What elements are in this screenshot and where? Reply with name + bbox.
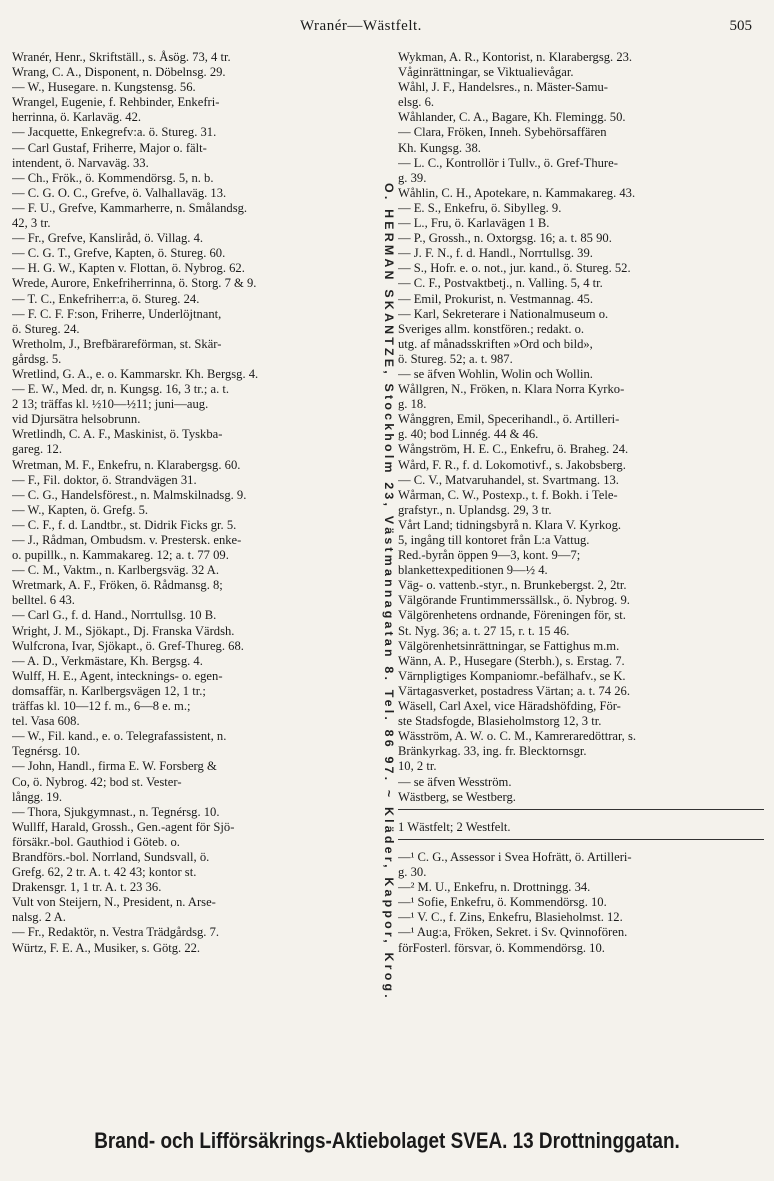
directory-entry: ste Stadsfogde, Blasieholmstorg 12, 3 tr. xyxy=(398,714,602,729)
directory-entry: Wretlindh, C. A. F., Maskinist, ö. Tyskba- xyxy=(12,427,223,442)
directory-entry: 1 Wästfelt; 2 Westfelt. xyxy=(398,819,511,834)
directory-entry: Tegnérsg. 10. xyxy=(12,744,81,759)
directory-entry: belltel. 6 43. xyxy=(12,593,75,608)
directory-entry: Wykman, A. R., Kontorist, n. Klarabergsg. 23. xyxy=(398,50,633,64)
directory-entry: — C. G. T., Grefve, Kapten, ö. Stureg. 60. xyxy=(12,246,226,261)
directory-entry: 2 13; träffas kl. ½10—½11; juni—aug. xyxy=(12,397,209,412)
directory-entry: — J. F. N., f. d. Handl., Norrtullsg. 39. xyxy=(398,246,593,261)
directory-entry xyxy=(398,805,764,820)
directory-entry: Co, ö. Nybrog. 42; bod st. Vester- xyxy=(12,774,182,789)
page-header xyxy=(0,18,774,40)
directory-entry: — se äfven Wesström. xyxy=(398,774,512,789)
directory-entry: Wrang, C. A., Disponent, n. Döbelnsg. 29. xyxy=(12,65,226,80)
directory-entry: långg. 19. xyxy=(12,789,63,804)
directory-entry: grafstyr., n. Uplandsg. 29, 3 tr. xyxy=(398,502,552,517)
directory-entry: — Fr., Grefve, Kansliråd, ö. Villag. 4. xyxy=(12,231,204,246)
directory-entry: — L., Fru, ö. Karlavägen 1 B. xyxy=(398,216,550,231)
directory-entry: Värtagasverket, postadress Värtan; a. t. 74 26. xyxy=(398,683,630,698)
directory-entry: Wästberg, se Westberg. xyxy=(398,789,516,804)
directory-entry: Grefg. 62, 2 tr. A. t. 42 43; kontor st. xyxy=(12,865,197,880)
directory-entry: Wullff, Harald, Grossh., Gen.-agent för Sjö- xyxy=(12,819,235,834)
directory-entry: — F. U., Grefve, Kammarherre, n. Smålandsg. xyxy=(12,200,248,215)
left-column xyxy=(12,50,389,956)
directory-entry: — C. F., f. d. Landtbr., st. Didrik Ficks gr. 5. xyxy=(12,517,237,532)
right-column xyxy=(398,50,764,956)
directory-entry: — P., Grossh., n. Oxtorgsg. 16; a. t. 85 90. xyxy=(398,231,612,246)
directory-entry: Wåhlander, C. A., Bagare, Kh. Flemingg. 50. xyxy=(398,110,626,125)
directory-entry: ö. Stureg. 52; a. t. 987. xyxy=(398,351,513,366)
directory-entry: Wulff, H. E., Agent, intecknings- o. egen- xyxy=(12,668,223,683)
directory-entry: — C. V., Matvaruhandel, st. Svartmang. 13. xyxy=(398,472,619,487)
directory-entry: — Thora, Sjukgymnast., n. Tegnérsg. 10. xyxy=(12,804,220,819)
directory-entry: Drakensgr. 1, 1 tr. A. t. 23 36. xyxy=(12,880,162,895)
directory-entry: förFosterl. försvar, ö. Kommendörsg. 10. xyxy=(398,940,605,955)
directory-entry: vid Djursätra helsobrunn. xyxy=(12,412,141,427)
directory-entry: tel. Vasa 608. xyxy=(12,714,80,729)
directory-entry: — F. C. F. F:son, Friherre, Underlöjtnant, xyxy=(12,306,222,321)
directory-entry: —¹ Sofie, Enkefru, ö. Kommendörsg. 10. xyxy=(398,895,607,910)
directory-entry: Wård, F. R., f. d. Lokomotivf., s. Jakobsberg. xyxy=(398,457,626,472)
section-divider-top xyxy=(398,809,764,810)
section-divider-bottom xyxy=(398,839,764,840)
directory-entry: —¹ Aug:a, Fröken, Sekret. i Sv. Qvinnofören. xyxy=(398,925,628,940)
directory-entry: Wright, J. M., Sjökapt., Dj. Franska Värdsh. xyxy=(12,623,235,638)
directory-entry: — A. D., Verkmästare, Kh. Bergsg. 4. xyxy=(12,653,203,668)
directory-entry: — W., Husegare. n. Kungstensg. 56. xyxy=(12,80,196,95)
directory-entry: — John, Handl., firma E. W. Forsberg & xyxy=(12,759,217,774)
directory-entry: Våginrättningar, se Viktualievågar. xyxy=(398,65,574,80)
directory-entry: gareg. 12. xyxy=(12,442,63,457)
directory-entry: g. 30. xyxy=(398,865,427,880)
directory-entry: Bränkyrkag. 33, ing. fr. Blecktornsgr. xyxy=(398,744,587,759)
directory-entry: intendent, ö. Narvaväg. 33. xyxy=(12,155,149,170)
directory-entry: herrinna, ö. Karlaväg. 42. xyxy=(12,110,142,125)
vertical-advertisement xyxy=(381,62,397,1122)
directory-entry: Wretholm, J., Brefbärareförman, st. Skär- xyxy=(12,336,222,351)
directory-entry: Vult von Steijern, N., President, n. Arse- xyxy=(12,895,216,910)
directory-entry: Wångström, H. E. C., Enkefru, ö. Braheg. 24. xyxy=(398,442,629,457)
directory-entry: — E. W., Med. dr, n. Kungsg. 16, 3 tr.; a. t. xyxy=(12,382,230,397)
directory-entry: Kh. Kungsg. 38. xyxy=(398,140,481,155)
directory-entry: — se äfven Wohlin, Wolin och Wollin. xyxy=(398,366,593,381)
directory-entry: — Emil, Prokurist, n. Vestmannag. 45. xyxy=(398,291,593,306)
directory-entry: träffas kl. 10—12 f. m., 6—8 e. m.; xyxy=(12,699,191,714)
directory-entry: Välgörenhetens ordnande, Föreningen för, st. xyxy=(398,608,626,623)
directory-entry: Välgörande Fruntimmerssällsk., ö. Nybrog. 9. xyxy=(398,593,630,608)
directory-entry: Wållgren, N., Fröken, n. Klara Norra Kyrko- xyxy=(398,382,625,397)
directory-entry: — C. M., Vaktm., n. Karlbergsväg. 32 A. xyxy=(12,563,219,578)
directory-entry: — L. C., Kontrollör i Tullv., ö. Gref-Thure- xyxy=(398,155,618,170)
directory-entry: — C. G. O. C., Grefve, ö. Valhallaväg. 13. xyxy=(12,185,227,200)
directory-entry: o. pupillk., n. Kammakareg. 12; a. t. 77 09. xyxy=(12,548,229,563)
directory-entry: Wrangel, Eugenie, f. Rehbinder, Enkefri- xyxy=(12,95,220,110)
directory-entry: Wrede, Aurore, Enkefriherrinna, ö. Storg. 7 & 9. xyxy=(12,276,257,291)
directory-entry: — E. S., Enkefru, ö. Sibylleg. 9. xyxy=(398,200,562,215)
directory-entry: 10, 2 tr. xyxy=(398,759,437,774)
directory-entry: 42, 3 tr. xyxy=(12,216,51,231)
directory-entry: — Ch., Frök., ö. Kommendörsg. 5, n. b. xyxy=(12,170,214,185)
directory-entry: domsaffär, n. Karlbergsvägen 12, 1 tr.; xyxy=(12,683,206,698)
directory-entry: gårdsg. 5. xyxy=(12,351,62,366)
directory-entry: — Jacquette, Enkegrefv:a. ö. Stureg. 31. xyxy=(12,125,217,140)
directory-entry: — J., Rådman, Ombudsm. v. Prestersk. enke- xyxy=(12,533,242,547)
directory-entry: Wånggren, Emil, Specerihandl., ö. Artilleri- xyxy=(398,412,620,427)
directory-entry: g. 39. xyxy=(398,170,427,185)
directory-entry: Wäsell, Carl Axel, vice Häradshöfding, För- xyxy=(398,699,621,714)
directory-entry: 5, ingång till kontoret från L:a Vattug. xyxy=(398,533,590,547)
directory-entry: — W., Fil. kand., e. o. Telegrafassistent, n. xyxy=(12,729,227,744)
directory-entry: Wäsström, A. W. o. C. M., Kamreraredöttrar, s. xyxy=(398,729,637,744)
directory-entry: Wårman, C. W., Postexp., t. f. Bokh. i Tele- xyxy=(398,487,618,502)
directory-entry: nalsg. 2 A. xyxy=(12,910,66,925)
footer-advertisement: Brand- och Lifförsäkrings-Aktiebolaget SVEA. 13 Drottninggatan. xyxy=(94,1128,680,1153)
directory-entry: — S., Hofr. e. o. not., jur. kand., ö. Stureg. 52. xyxy=(398,261,631,276)
directory-entry: Wåhl, J. F., Handelsres., n. Mäster-Samu- xyxy=(398,80,608,95)
directory-entry: —¹ C. G., Assessor i Svea Hofrätt, ö. Artilleri- xyxy=(398,849,632,864)
directory-entry: — H. G. W., Kapten v. Flottan, ö. Nybrog. 62. xyxy=(12,261,245,276)
directory-entry: — Carl Gustaf, Friherre, Major o. fält- xyxy=(12,140,207,155)
directory-entry: Red.-byrån öppen 9—3, kont. 9—7; xyxy=(398,548,581,563)
directory-entry: blankettexpeditionen 9—½ 4. xyxy=(398,563,548,578)
directory-entry: Välgörenhetsinrättningar, se Fattighus m.m. xyxy=(398,638,620,653)
directory-entry: Brandförs.-bol. Norrland, Sundsvall, ö. xyxy=(12,849,210,864)
directory-entry: — Clara, Fröken, Inneh. Sybehörsaffären xyxy=(398,125,607,140)
directory-entry: Wretlind, G. A., e. o. Kammarskr. Kh. Bergsg. 4. xyxy=(12,366,259,381)
directory-entry: g. 18. xyxy=(398,397,427,412)
directory-entry xyxy=(398,835,764,850)
directory-entry: Väg- o. vattenb.-styr., n. Brunkebergst. 2, 2tr. xyxy=(398,578,627,593)
directory-entry: — W., Kapten, ö. Grefg. 5. xyxy=(12,502,149,517)
directory-entry: g. 40; bod Linnég. 44 & 46. xyxy=(398,427,539,442)
page-number: 505 xyxy=(729,18,752,34)
directory-entry: Wåhlin, C. H., Apotekare, n. Kammakareg. 43. xyxy=(398,185,636,200)
directory-entry: Wretman, M. F., Enkefru, n. Klarabergsg. 60. xyxy=(12,457,241,472)
directory-entry: elsg. 6. xyxy=(398,95,435,110)
directory-entry: — T. C., Enkefriherr:a, ö. Stureg. 24. xyxy=(12,291,200,306)
vertical-ad-text: O. HERMAN SKANTZE, Stockholm 23, Västmannagatan 8. Tel. 86 97. ~ Kläder, Kappor, Krog. xyxy=(382,183,396,1001)
directory-entry: Würtz, F. E. A., Musiker, s. Götg. 22. xyxy=(12,940,201,955)
directory-entry: — Carl G., f. d. Hand., Norrtullsg. 10 B. xyxy=(12,608,217,623)
directory-entry: Wänn, A. P., Husegare (Sterbh.), s. Erstag. 7. xyxy=(398,653,625,668)
directory-entry: Wranér, Henr., Skriftställ., s. Åsög. 73, 4 tr. xyxy=(12,50,231,64)
directory-entry: Wulfcrona, Ivar, Sjökapt., ö. Gref-Thureg. 68. xyxy=(12,638,244,653)
directory-entry: Wretmark, A. F., Fröken, ö. Rådmansg. 8; xyxy=(12,578,223,593)
directory-entry: Värnpligtiges Kompaniomr.-befälhafv., se K. xyxy=(398,668,626,683)
directory-entry: St. Nyg. 36; a. t. 27 15, r. t. 15 46. xyxy=(398,623,570,638)
directory-entry: —¹ V. C., f. Zins, Enkefru, Blasieholmst. 12. xyxy=(398,910,623,925)
running-title: Wranér—Wästfelt. xyxy=(300,18,422,34)
directory-entry: Sveriges allm. konstfören.; redakt. o. xyxy=(398,321,585,336)
directory-entry: — F., Fil. doktor, ö. Strandvägen 31. xyxy=(12,472,197,487)
directory-entry: ö. Stureg. 24. xyxy=(12,321,80,336)
directory-entry: — Karl, Sekreterare i Nationalmuseum o. xyxy=(398,306,609,321)
directory-entry: Vårt Land; tidningsbyrå n. Klara V. Kyrkog. xyxy=(398,517,622,532)
directory-entry: försäkr.-bol. Gauthiod i Göteb. o. xyxy=(12,834,180,849)
directory-entry: — C. F., Postvaktbetj., n. Valling. 5, 4 tr. xyxy=(398,276,603,291)
directory-entry: utg. af månadsskriften »Ord och bild», xyxy=(398,336,593,351)
directory-entry: — C. G., Handelsförest., n. Malmskilnadsg. 9. xyxy=(12,487,247,502)
directory-entry: — Fr., Redaktör, n. Vestra Trädgårdsg. 7. xyxy=(12,925,220,940)
directory-entry: —² M. U., Enkefru, n. Drottningg. 34. xyxy=(398,880,591,895)
